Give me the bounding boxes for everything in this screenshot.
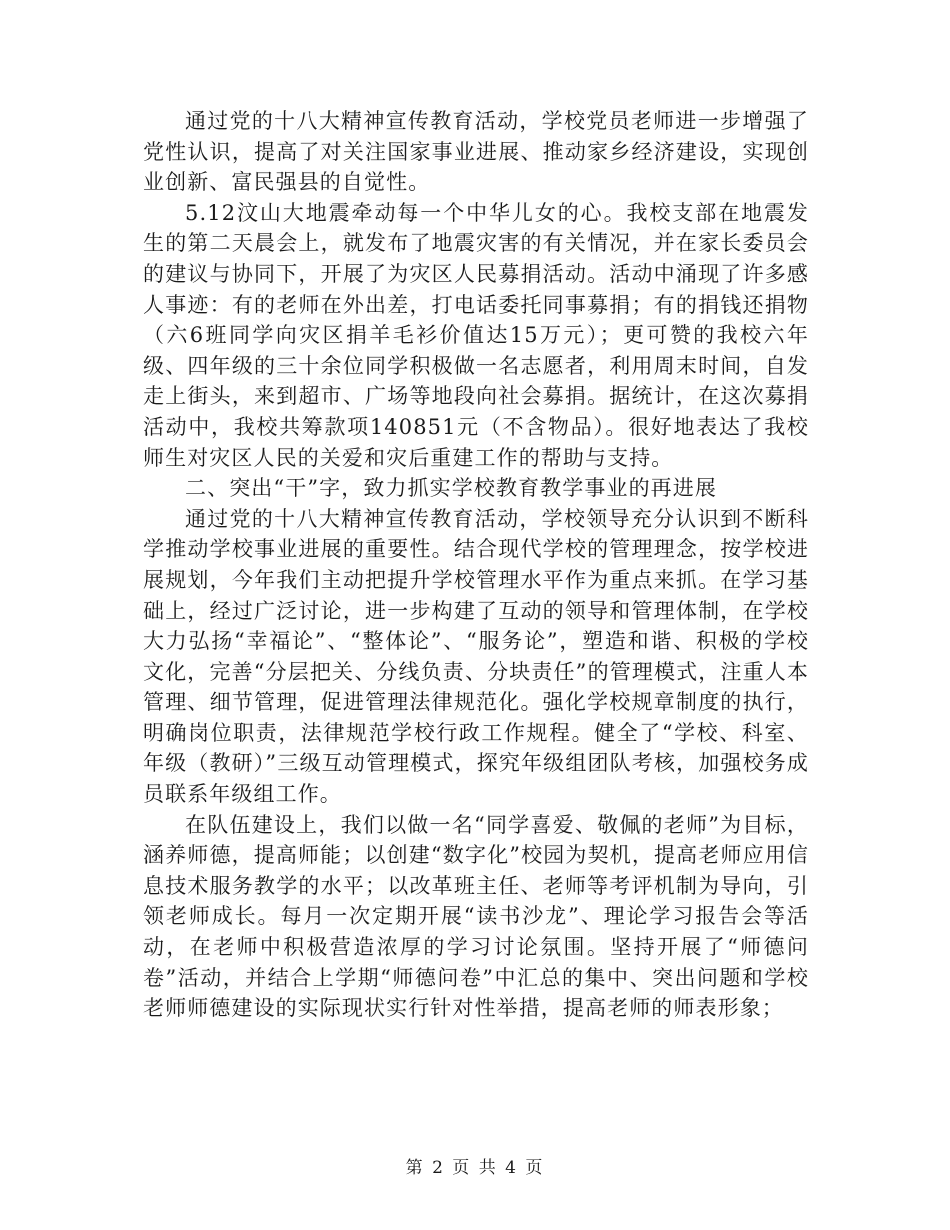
document-body [143, 106, 809, 1024]
paragraph-party-awareness: 通过党的十八大精神宣传教育活动，学校党员老师进一步增强了党性认识，提高了对关注国家事业进展、推动家乡经济建设，实现创业创新、富民强县的自觉性。 [143, 109, 809, 195]
page-number-footer: 第 2 页 共 4 页 [405, 1158, 545, 1178]
paragraph-earthquake-donation: 5.12汶山大地震牵动每一个中华儿女的心。我校支部在地震发生的第二天晨会上，就发布了地震灾害的有关情况，并在家长委员会的建议与协同下，开展了为灾区人民募捐活动。活动中涌现了许多感人事迹：有的老师在外出差，打电话委托同事募捐；有的捐钱还捐物（六6班同学向灾区捐羊毛衫价值达15万元）；更可赞的我校六年级、四年级的三十余位同学积极做一名志愿者，利用周末时间，自发走上街头，来到超市、广场等地段向社会募捐。据统计，在这次募捐活动中，我校共筹款项140851元（不含物品）。很好地表达了我校师生对灾区人民的关爱和灾后重建工作的帮助与支持。 [143, 200, 809, 470]
paragraph-school-management: 通过党的十八大精神宣传教育活动，学校领导充分认识到不断科学推动学校事业进展的重要性。结合现代学校的管理理念，按学校进展规划，今年我们主动把提升学校管理水平作为重点来抓。在学习基础上，经过广泛讨论，进一步构建了互动的领导和管理体制，在学校大力弘扬“幸福论”、“整体论”、“服务论”，塑造和谐、积极的学校文化，完善“分层把关、分线负责、分块责任”的管理模式，注重人本管理、细节管理，促进管理法律规范化。强化学校规章制度的执行，明确岗位职责，法律规范学校行政工作规程。健全了“学校、科室、年级（教研）”三级互动管理模式，探究年级组团队考核，加强校务成员联系年级组工作。 [143, 506, 809, 807]
section-heading-two: 二、突出“干”字，致力抓实学校教育教学事业的再进展 [185, 476, 717, 501]
paragraph-teacher-team-building: 在队伍建设上，我们以做一名“同学喜爱、敬佩的老师”为目标，涵养师德，提高师能；以创建“数字化”校园为契机，提高老师应用信息技术服务教学的水平；以改革班主任、老师等考评机制为导向，引领老师成长。每月一次定期开展“读书沙龙”、理论学习报告会等活动，在老师中积极营造浓厚的学习讨论氛围。坚持开展了“师德问卷”活动，并结合上学期“师德问卷”中汇总的集中、突出问题和学校老师师德建设的实际现状实行针对性举措，提高老师的师表形象； [143, 812, 809, 1021]
